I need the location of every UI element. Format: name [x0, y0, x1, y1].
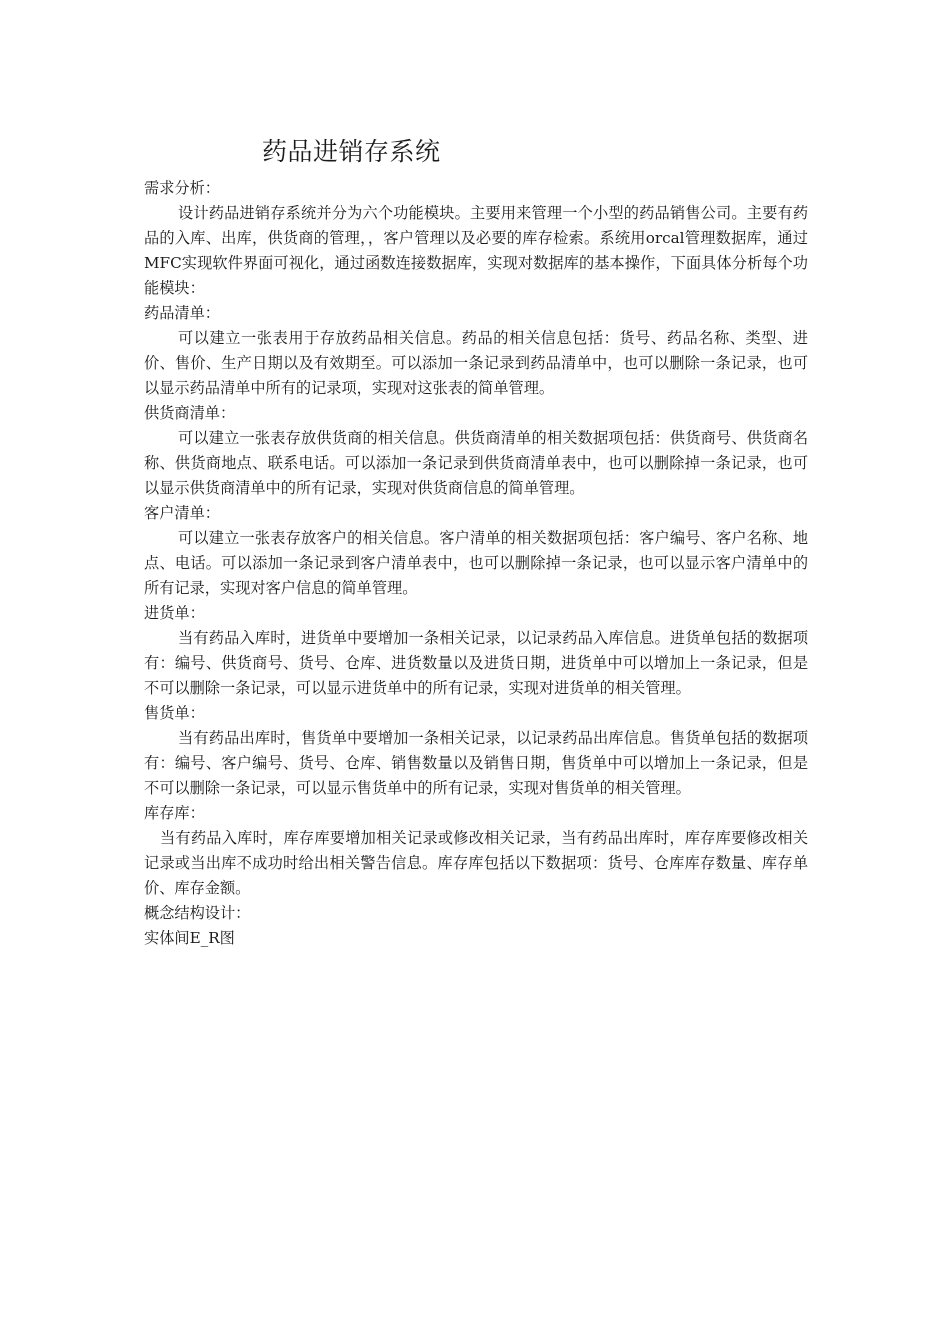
requirements-heading: 需求分析： — [144, 179, 220, 197]
supplier-list-paragraph: 可以建立一张表存放供货商的相关信息。供货商清单的相关数据项包括：供货商号、供货商名称、供货商地点、联系电话。可以添加一条记录到供货商清单表中，也可以删除掉一条记录，也可以显示供货商清单中的所有记录，实现对供货商信息的简单管理。 — [144, 429, 808, 497]
document-title: 药品进销存系统 — [262, 137, 441, 166]
inventory-heading: 库存库： — [144, 804, 205, 822]
drug-list-paragraph: 可以建立一张表用于存放药品相关信息。药品的相关信息包括：货号、药品名称、类型、进价、售价、生产日期以及有效期至。可以添加一条记录到药品清单中，也可以删除一条记录，也可以显示药品清单中所有的记录项，实现对这张表的简单管理。 — [144, 329, 808, 397]
sales-order-paragraph: 当有药品出库时，售货单中要增加一条相关记录，以记录药品出库信息。售货单包括的数据项有：编号、客户编号、货号、仓库、销售数量以及销售日期，售货单中可以增加上一条记录，但是不可以删除一条记录，可以显示售货单中的所有记录，实现对售货单的相关管理。 — [144, 729, 808, 797]
purchase-order-heading: 进货单： — [144, 604, 205, 622]
supplier-list-heading: 供货商清单： — [144, 404, 236, 422]
er-diagram-heading: 实体间E_R图 — [144, 929, 235, 947]
concept-design-heading: 概念结构设计： — [144, 904, 251, 922]
purchase-order-paragraph: 当有药品入库时，进货单中要增加一条相关记录，以记录药品入库信息。进货单包括的数据项有：编号、供货商号、货号、仓库、进货数量以及进货日期，进货单中可以增加上一条记录，但是不可以删除一条记录，可以显示进货单中的所有记录，实现对进货单的相关管理。 — [144, 629, 808, 697]
drug-list-heading: 药品清单： — [144, 304, 220, 322]
document-body — [144, 176, 808, 951]
customer-list-heading: 客户清单： — [144, 504, 220, 522]
inventory-paragraph: 当有药品入库时，库存库要增加相关记录或修改相关记录，当有药品出库时，库存库要修改相关记录或当出库不成功时给出相关警告信息。库存库包括以下数据项：货号、仓库库存数量、库存单价、库存金额。 — [144, 829, 808, 897]
sales-order-heading: 售货单： — [144, 704, 205, 722]
requirements-paragraph: 设计药品进销存系统并分为六个功能模块。主要用来管理一个小型的药品销售公司。主要有药品的入库、出库，供货商的管理，，客户管理以及必要的库存检索。系统用orcal管理数据库，通过MFC实现软件界面可视化，通过函数连接数据库，实现对数据库的基本操作，下面具体分析每个功能模块： — [144, 204, 808, 297]
customer-list-paragraph: 可以建立一张表存放客户的相关信息。客户清单的相关数据项包括：客户编号、客户名称、地点、电话。可以添加一条记录到客户清单表中，也可以删除掉一条记录，也可以显示客户清单中的所有记录，实现对客户信息的简单管理。 — [144, 529, 808, 597]
